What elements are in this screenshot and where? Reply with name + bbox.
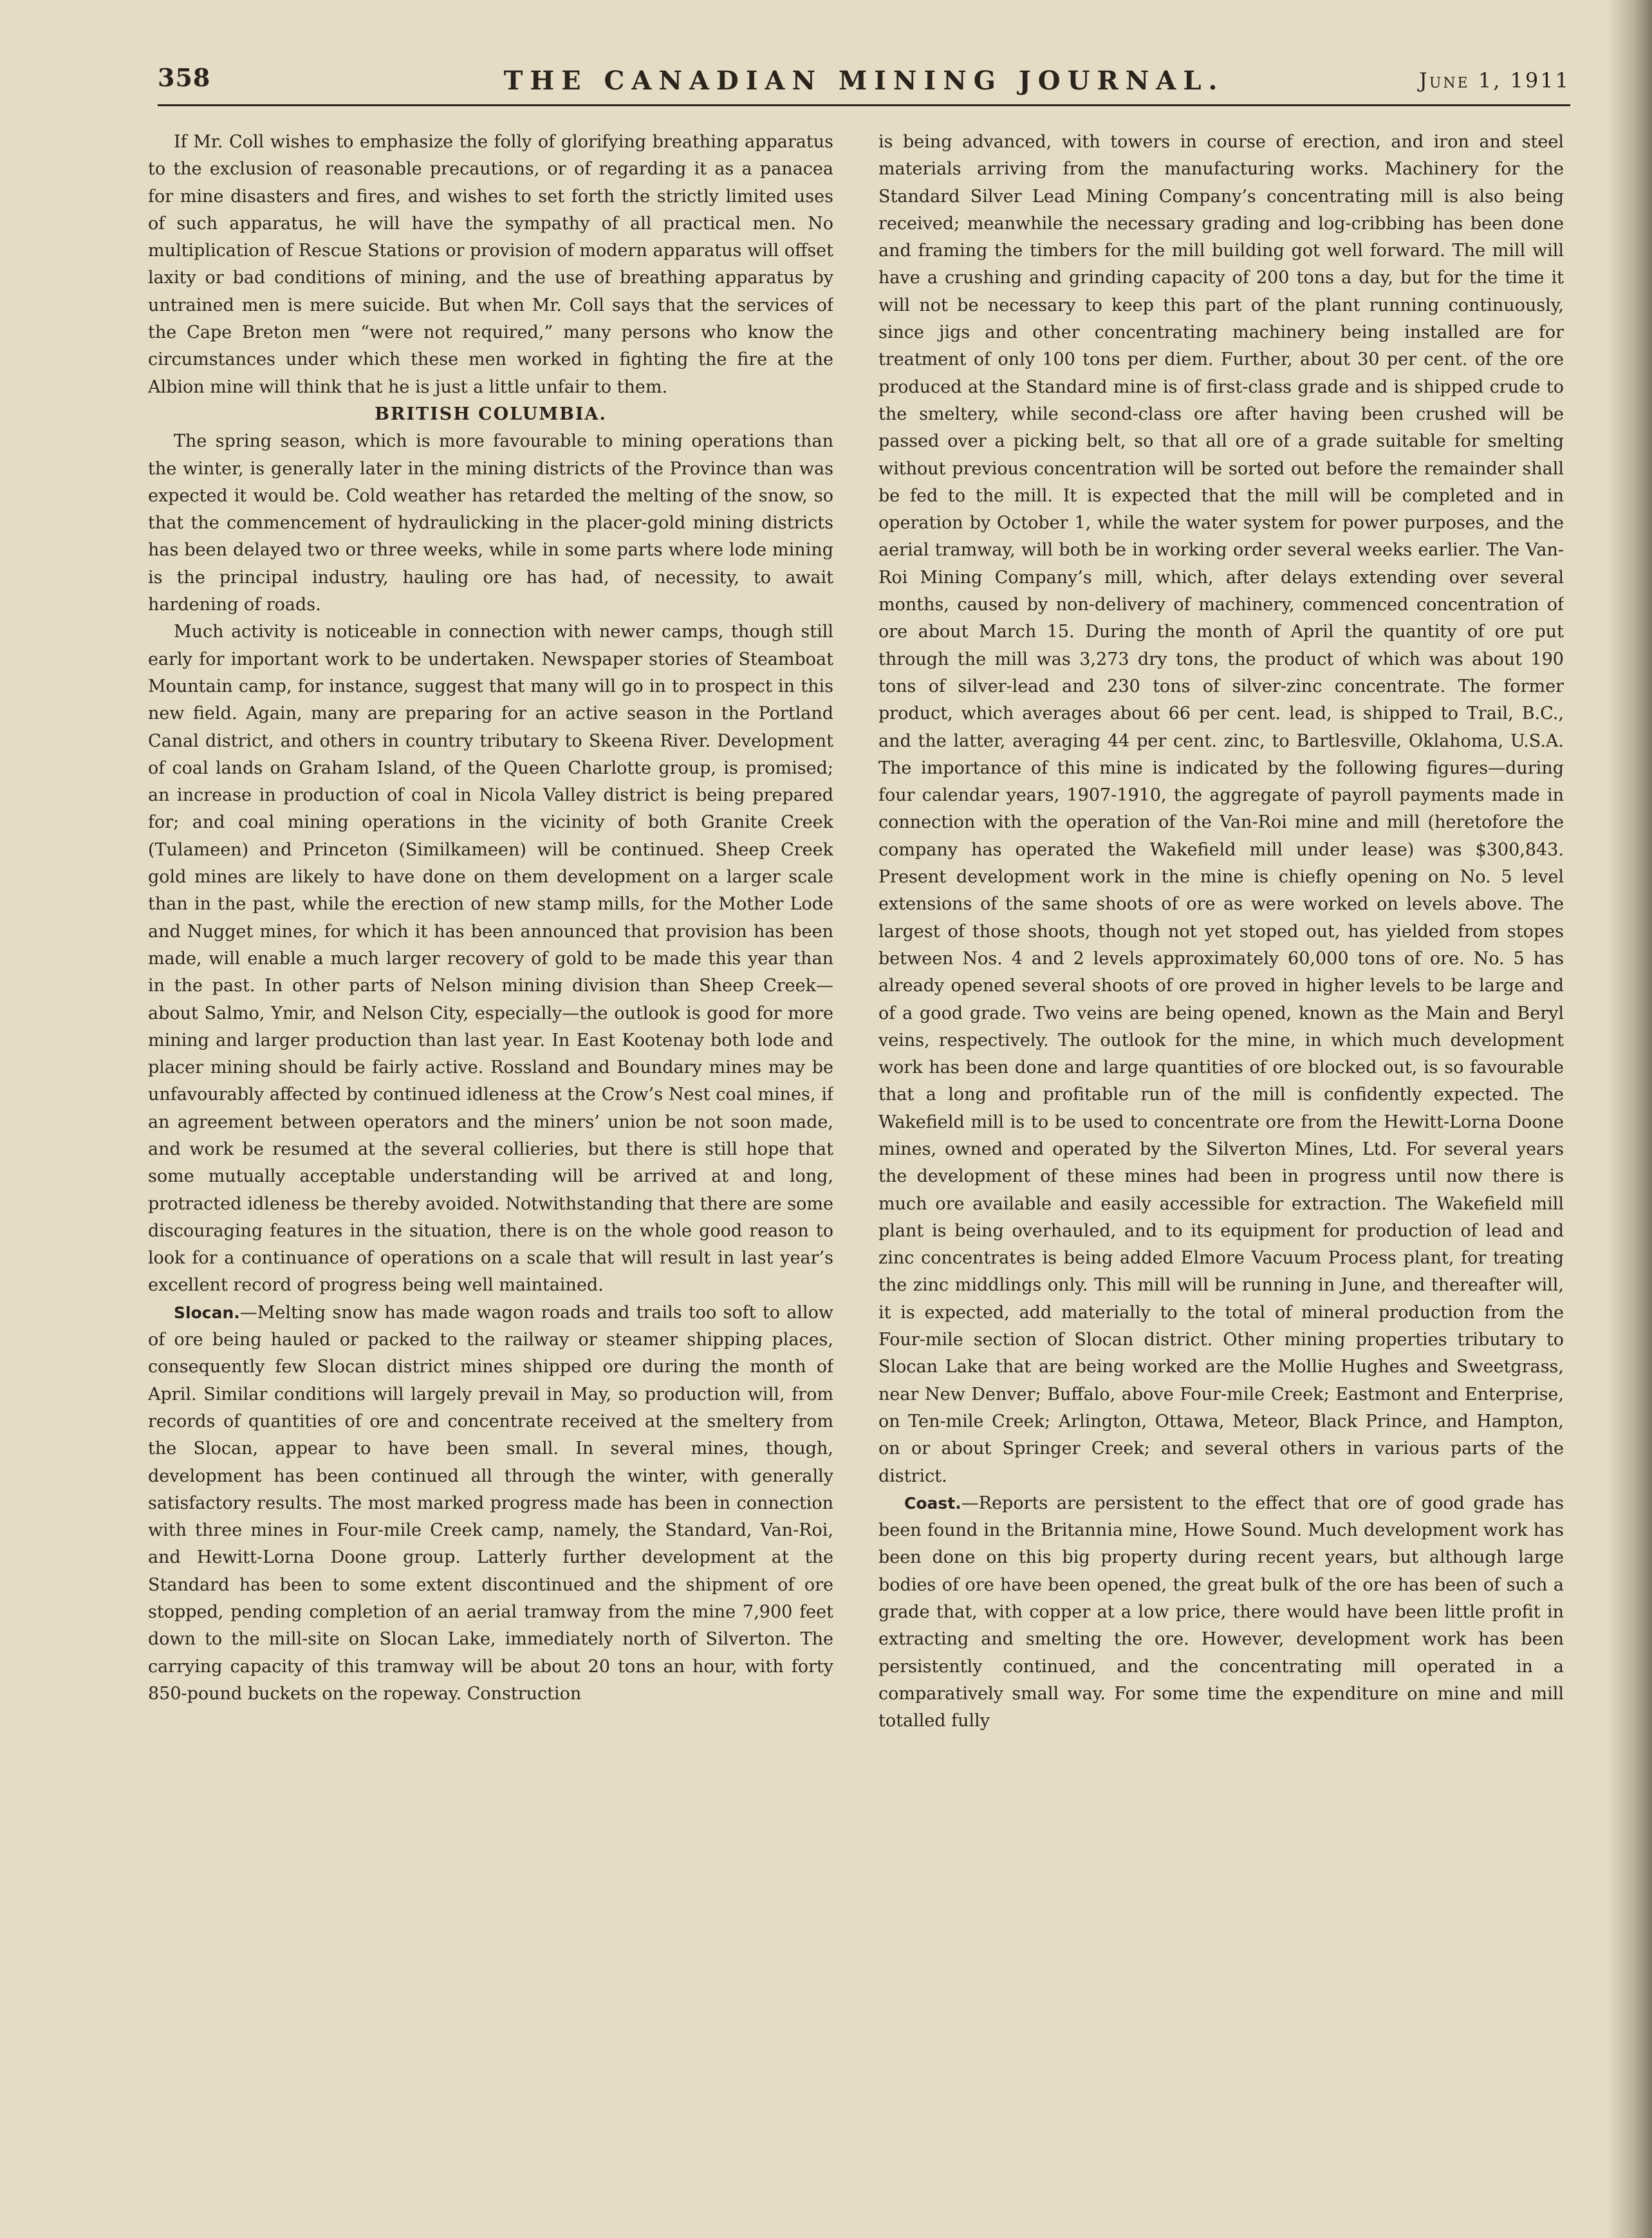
paragraph-text: —Melting snow has made wagon roads and trails too soft to allow of ore being hauled or packed to the railway or steamer shipping places, consequently few Slocan district mines shipped ore during the month of April. Similar conditions will largely prevail in May, so production will, from records of quantities of ore and concentrate received at the smeltery from the Slocan, appear to have been small. In several mines, though, development has been continued all through the winter, with generally satisfactory results. The most marked progress made has been in connection with three mines in Four-mile Creek camp, namely, the Standard, Van-Roi, and Hewitt-Lorna Doone group. Latterly further development at the Standard has been to some extent discontinued and the shipment of ore stopped, pending completion of an aerial tramway from the mine 7,900 feet down to the mill-site on Slocan Lake, immediately north of Silverton. The carrying capacity of this tramway will be about 20 tons an hour, with forty 850-pound buckets on the ropeway. Construction: [148, 1302, 833, 1704]
paragraph: Much activity is noticeable in connection with newer camps, though still early for important work to be undertaken. Newspaper stories of Steamboat Mountain camp, for instance, suggest that many will go in to prospect in this new field. Again, many are preparing for an active season in the Portland Canal district, and others in country tributary to Skeena River. Development of coal lands on Graham Island, of the Queen Charlotte group, is promised; an increase in production of coal in Nicola Valley district is being prepared for; and coal mining operations in the vicinity of both Granite Creek (Tulameen) and Princeton (Similkameen) will be continued. Sheep Creek gold mines are likely to have done on them development on a larger scale than in the past, while the erection of new stamp mills, for the Mother Lode and Nugget mines, for which it has been announced that provision has been made, will enable a much larger recovery of gold to be made this year than in the past. In other parts of Nelson mining division than Sheep Creek—about Salmo, Ymir, and Nelson City, especially—the outlook is good for more mining and larger production than last year. In East Kootenay both lode and placer mining should be fairly active. Rossland and Boundary mines may be unfavourably affected by continued idleness at the Crow’s Nest coal mines, if an agreement between operators and the miners’ union be not soon made, and work be resumed at the several collieries, but there is still hope that some mutually acceptable understanding will be arrived at and long, protracted idleness be thereby avoided. Notwithstanding that there are some discouraging features in the situation, there is on the whole good reason to look for a continuance of operations on a scale that will result in last year’s excellent record of progress being well maintained.: [148, 622, 833, 1296]
right-column: [878, 129, 1564, 2092]
paragraph-slocan: [148, 1300, 833, 1708]
left-column: [148, 129, 833, 2092]
article-body: [148, 129, 1573, 2092]
journal-title: THE CANADIAN MINING JOURNAL.: [503, 66, 1225, 96]
page-header: [158, 59, 1570, 106]
run-in-heading-coast: Coast.: [904, 1493, 961, 1513]
paragraph: The spring season, which is more favourable to mining operations than the winter, is generally later in the mining districts of the Province than was expected it would be. Cold weather has retarded the melting of the snow, so that the commencement of hydraulicking in the placer-gold mining districts has been delayed two or three weeks, while in some parts where lode mining is the principal industry, hauling ore has had, of necessity, to await hardening of roads.: [148, 431, 833, 615]
section-heading: BRITISH COLUMBIA.: [375, 404, 607, 424]
paragraph: If Mr. Coll wishes to emphasize the folly of glorifying breathing apparatus to the exclusion of reasonable precautions, or of regarding it as a panacea for mine disasters and fires, and wishes to set forth the strictly limited uses of such apparatus, he will have the sympathy of all practical men. No multiplication of Rescue Stations or provision of modern apparatus will offset laxity or bad conditions of mining, and the use of breathing apparatus by untrained men is mere suicide. But when Mr. Coll says that the services of the Cape Breton men “were not required,” many persons who know the circumstances under which these men worked in fighting the fire at the Albion mine will think that he is just a little unfair to them.: [148, 132, 833, 397]
issue-date: June 1, 1911: [1419, 68, 1570, 93]
page-number: 358: [158, 63, 211, 92]
run-in-heading-slocan: Slocan.: [174, 1303, 240, 1322]
paragraph-coast: [878, 1490, 1564, 1735]
paragraph-continued: is being advanced, with towers in course of erection, and iron and steel materials arriving from the manufacturing works. Machinery for the Standard Silver Lead Mining Company’s concentrating mill is also being received; meanwhile the necessary grading and log-cribbing has been done and framing the timbers for the mill building got well forward. The mill will have a crushing and grinding capacity of 200 tons a day, but for the time it will not be necessary to keep this part of the plant running continuously, since jigs and other concentrating machinery being installed are for treatment of only 100 tons per diem. Further, about 30 per cent. of the ore produced at the Standard mine is of first-class grade and is shipped crude to the smeltery, while second-class ore after having been crushed will be passed over a picking belt, so that all ore of a grade suitable for smelting without previous concentration will be sorted out before the remainder shall be fed to the mill. It is expected that the mill will be completed and in operation by October 1, while the water system for power purposes, and the aerial tramway, will both be in working order several weeks earlier. The Van-Roi Mining Company’s mill, which, after delays extending over several months, caused by non-delivery of machinery, commenced concentration of ore about March 15. During the month of April the quantity of ore put through the mill was 3,273 dry tons, the product of which was about 190 tons of silver-lead and 230 tons of silver-zinc concentrate. The former product, which averages about 66 per cent. lead, is shipped to Trail, B.C., and the latter, averaging 44 per cent. zinc, to Bartlesville, Oklahoma, U.S.A. The importance of this mine is indicated by the following figures—during four calendar years, 1907-1910, the aggregate of payroll payments made in connection with the operation of the Van-Roi mine and mill (heretofore the company has operated the Wakefield mill under lease) was $300,843. Present development work in the mine is chiefly opening on No. 5 level extensions of the same shoots of ore as were worked on levels above. The largest of those shoots, though not yet stoped out, has yielded from stopes between Nos. 4 and 2 levels approximately 60,000 tons of ore. No. 5 has already opened several shoots of ore proved in higher levels to be large and of a good grade. Two veins are being opened, known as the Main and Beryl veins, respectively. The outlook for the mine, in which much development work has been done and large quantities of ore blocked out, is so favourable that a long and profitable run of the mill is confidently expected. The Wakefield mill is to be used to concentrate ore from the Hewitt-Lorna Doone mines, owned and operated by the Silverton Mines, Ltd. For several years the development of these mines had been in progress until now there is much ore available and easily accessible for extraction. The Wakefield mill plant is being overhauled, and to its equipment for production of lead and zinc concentrates is being added Elmore Vacuum Process plant, for treating the zinc middlings only. This mill will be running in June, and thereafter will, it is expected, add materially to the total of mineral production from the Four-mile section of Slocan district. Other mining properties tributary to Slocan Lake that are being worked are the Mollie Hughes and Sweetgrass, near New Denver; Buffalo, above Four-mile Creek; Eastmont and Enterprise, on Ten-mile Creek; Arlington, Ottawa, Meteor, Black Prince, and Hampton, on or about Springer Creek; and several others in various parts of the district.: [878, 132, 1564, 1486]
paragraph-text: —Reports are persistent to the effect that ore of good grade has been found in the Britannia mine, Howe Sound. Much development work has been done on this big property during recent years, but although large bodies of ore have been opened, the great bulk of the ore has been of such a grade that, with copper at a low price, there would have been little profit in extracting and smelting the ore. However, development work has been persistently continued, and the concentrating mill operated in a comparatively small way. For some time the expenditure on mine and mill totalled fully: [878, 1493, 1564, 1731]
